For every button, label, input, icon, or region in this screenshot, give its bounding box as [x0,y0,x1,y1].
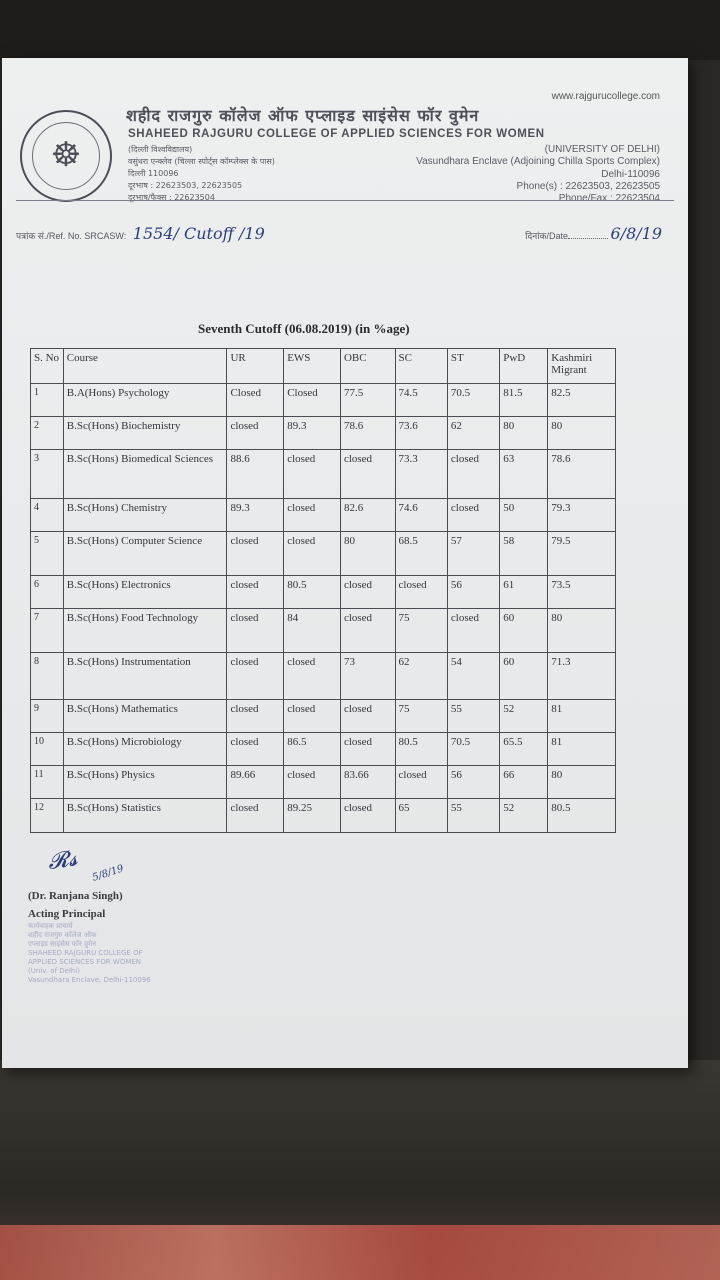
cell-sc: 62 [395,653,447,700]
cell-sc: 80.5 [395,733,447,766]
cell-sn: 12 [31,799,64,833]
stamp-line: Vasundhara Enclave, Delhi-110096 [28,976,151,984]
cell-course: B.A(Hons) Psychology [63,384,227,417]
cell-course: B.Sc(Hons) Statistics [63,799,227,833]
signature-date: 5/8/19 [91,863,126,884]
address-hindi-line: वसुंधरा एन्क्लेव (चिल्ला स्पोर्ट्स कॉम्प्लेक्स के पास) [128,157,275,166]
stamp-line: एप्लाइड साइंसेस फॉर वुमेन [28,940,97,948]
cell-ews: Closed [284,384,341,417]
document-date [525,224,662,243]
cell-km: 73.5 [548,576,616,609]
cell-ews: 80.5 [284,576,341,609]
cell-sn: 7 [31,609,64,653]
cell-ews: 89.25 [284,799,341,833]
cell-sn: 4 [31,499,64,532]
table-row [31,700,616,733]
cell-obc: closed [340,609,395,653]
address-hindi [128,144,275,204]
cell-km: 79.5 [548,532,616,576]
stamp-line: कार्यवाहक प्राचार्य [28,922,73,930]
official-stamp [28,922,208,1022]
cell-ur: closed [227,417,284,450]
cell-obc: 73 [340,653,395,700]
cutoff-title: Seventh Cutoff (06.08.2019) (in %age) [198,321,410,336]
cell-pwd: 60 [500,609,548,653]
cell-course: B.Sc(Hons) Physics [63,766,227,799]
address-english-line: Phone(s) : 22623503, 22623505 [516,180,660,192]
cell-st: closed [447,609,499,653]
table-row [31,499,616,532]
cell-km: 80 [548,609,616,653]
cell-sc: 74.5 [395,384,447,417]
cell-km: 71.3 [548,653,616,700]
cell-km: 80.5 [548,799,616,833]
cell-km: 82.5 [548,384,616,417]
table-row [31,532,616,576]
address-hindi-line: दिल्ली 110096 [128,169,179,178]
cell-obc: closed [340,450,395,499]
cell-st: 55 [447,700,499,733]
cell-ews: closed [284,653,341,700]
address-english-line: Delhi-110096 [601,168,660,180]
cell-st: 57 [447,532,499,576]
col-header: EWS [284,349,341,384]
cell-km: 78.6 [548,450,616,499]
cell-st: 62 [447,417,499,450]
cell-ur: closed [227,532,284,576]
address-english-line: (UNIVERSITY OF DELHI) [544,144,660,155]
address-english-line: Phone/Fax : 22623504 [558,193,660,205]
cell-course: B.Sc(Hons) Mathematics [63,700,227,733]
date-label: दिनांक/Date [525,231,568,241]
cell-sn: 9 [31,700,64,733]
cell-pwd: 80 [500,417,548,450]
cell-st: 70.5 [447,384,499,417]
cell-sn: 1 [31,384,64,417]
cell-course: B.Sc(Hons) Biochemistry [63,417,227,450]
signatory-name: (Dr. Ranjana Singh) [28,890,123,902]
col-header: Course [63,349,227,384]
document-page [2,58,688,1068]
cell-sn: 5 [31,532,64,576]
cell-sn: 11 [31,766,64,799]
table-header-row [31,349,616,384]
background-top [0,0,720,60]
cell-km: 80 [548,417,616,450]
cell-pwd: 52 [500,700,548,733]
cell-ews: 86.5 [284,733,341,766]
cell-sn: 10 [31,733,64,766]
cell-ur: closed [227,576,284,609]
signatory-designation: Acting Principal [28,908,106,920]
cell-pwd: 61 [500,576,548,609]
cell-pwd: 60 [500,653,548,700]
cell-obc: 82.6 [340,499,395,532]
stamp-line: APPLIED SCIENCES FOR WOMEN [28,958,142,966]
cell-obc: closed [340,576,395,609]
cell-st: closed [447,499,499,532]
cell-ur: 89.66 [227,766,284,799]
cell-course: B.Sc(Hons) Instrumentation [63,653,227,700]
cell-course: B.Sc(Hons) Computer Science [63,532,227,576]
cell-pwd: 66 [500,766,548,799]
col-header: PwD [500,349,548,384]
cell-sn: 3 [31,450,64,499]
address-hindi-line: (दिल्ली विश्वविद्यालय) [128,145,193,154]
cutoff-table [30,348,616,833]
col-header: S. No [31,349,64,384]
cell-ur: closed [227,609,284,653]
cell-pwd: 50 [500,499,548,532]
col-header: OBC [340,349,395,384]
cell-ur: 89.3 [227,499,284,532]
col-header: SC [395,349,447,384]
college-name-hindi: शहीद राजगुरु कॉलेज ऑफ एप्लाइड साइंसेस फॉर वुमेन [126,106,480,125]
website-url: www.rajgurucollege.com [551,91,660,102]
cell-km: 79.3 [548,499,616,532]
table-row [31,450,616,499]
cell-obc: closed [340,733,395,766]
address-english [416,144,660,205]
table-row [31,417,616,450]
cell-sc: 68.5 [395,532,447,576]
cell-km: 81 [548,733,616,766]
date-handwritten: 6/8/19 [610,224,662,243]
background-cloth [0,1225,720,1280]
cell-st: closed [447,450,499,499]
table-row [31,384,616,417]
cell-pwd: 63 [500,450,548,499]
cell-ews: 84 [284,609,341,653]
address-hindi-line: दूरभाष : 22623503, 22623505 [128,181,243,190]
cell-course: B.Sc(Hons) Electronics [63,576,227,609]
col-header: UR [227,349,284,384]
college-emblem-icon: ☸ [20,110,112,202]
stamp-line: (Univ. of Delhi) [28,967,81,975]
cell-st: 56 [447,576,499,609]
cell-st: 55 [447,799,499,833]
cell-ur: closed [227,653,284,700]
cell-obc: closed [340,799,395,833]
cell-ews: 89.3 [284,417,341,450]
cell-sc: 65 [395,799,447,833]
cell-obc: closed [340,700,395,733]
signature-scribble: 𝓡𝓼 [46,846,80,875]
cell-ews: closed [284,766,341,799]
cell-ur: closed [227,799,284,833]
reference-number [16,224,265,243]
table-row [31,576,616,609]
stamp-line: शहीद राजगुरु कॉलेज ऑफ [28,931,97,939]
college-name-english: SHAHEED RAJGURU COLLEGE OF APPLIED SCIENCES FOR WOMEN [128,128,545,140]
cell-course: B.Sc(Hons) Microbiology [63,733,227,766]
cell-obc: 80 [340,532,395,576]
table-row [31,766,616,799]
cell-st: 54 [447,653,499,700]
cell-sn: 8 [31,653,64,700]
cell-course: B.Sc(Hons) Biomedical Sciences [63,450,227,499]
table-row [31,609,616,653]
cell-pwd: 81.5 [500,384,548,417]
ref-handwritten: 1554/ Cutoff /19 [132,224,265,243]
cell-sc: 73.3 [395,450,447,499]
cell-sc: closed [395,766,447,799]
cell-ews: closed [284,499,341,532]
cell-sn: 6 [31,576,64,609]
cell-sc: 73.6 [395,417,447,450]
cell-ews: closed [284,700,341,733]
cell-st: 56 [447,766,499,799]
cell-sc: 75 [395,700,447,733]
cell-obc: 83.66 [340,766,395,799]
table-row [31,733,616,766]
cell-pwd: 58 [500,532,548,576]
table-row [31,653,616,700]
date-dots [568,238,608,239]
cell-st: 70.5 [447,733,499,766]
cell-km: 81 [548,700,616,733]
address-english-line: Vasundhara Enclave (Adjoining Chilla Sports Complex) [416,156,660,168]
letterhead-divider [16,200,674,201]
cell-obc: 78.6 [340,417,395,450]
cell-pwd: 65.5 [500,733,548,766]
stamp-line: SHAHEED RAJGURU COLLEGE OF [28,949,143,957]
col-header: ST [447,349,499,384]
ref-label: पत्रांक सं./Ref. No. SRCASW: [16,231,127,241]
cell-ur: Closed [227,384,284,417]
cell-course: B.Sc(Hons) Chemistry [63,499,227,532]
cell-ews: closed [284,532,341,576]
address-hindi-line: दूरभाष/फैक्स : 22623504 [128,193,215,202]
cell-ur: 88.6 [227,450,284,499]
cell-obc: 77.5 [340,384,395,417]
cell-sc: 75 [395,609,447,653]
cell-ur: closed [227,733,284,766]
cell-sn: 2 [31,417,64,450]
cell-course: B.Sc(Hons) Food Technology [63,609,227,653]
cell-sc: closed [395,576,447,609]
cell-ur: closed [227,700,284,733]
cell-pwd: 52 [500,799,548,833]
table-row [31,799,616,833]
cell-km: 80 [548,766,616,799]
cell-sc: 74.6 [395,499,447,532]
cell-ews: closed [284,450,341,499]
col-header: Kashmiri Migrant [548,349,616,384]
